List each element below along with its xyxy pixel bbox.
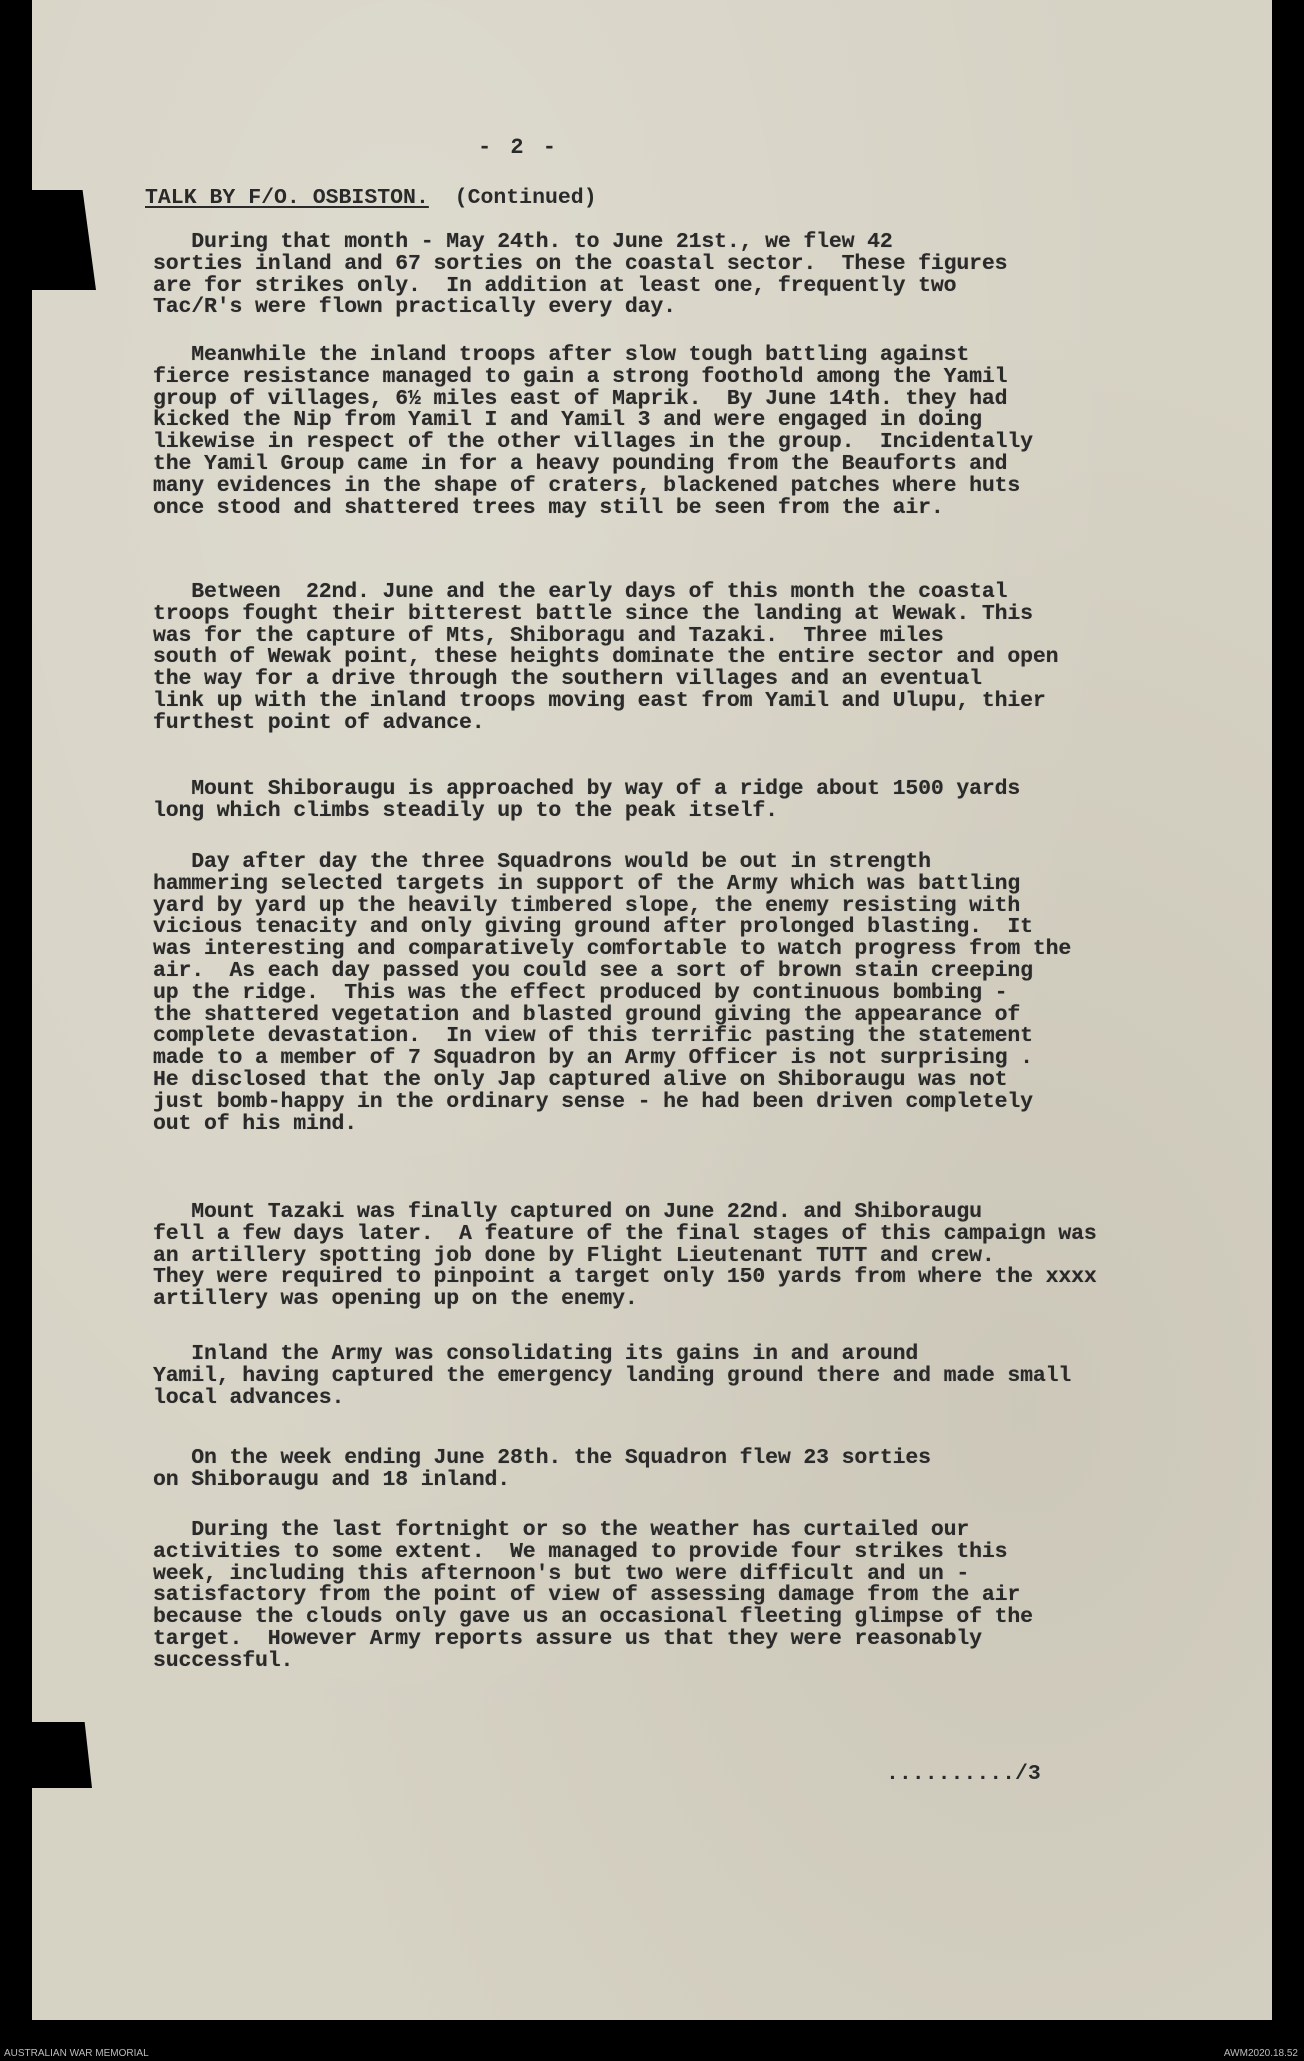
footer-reference: AWM2020.18.52 [1223, 2048, 1298, 2059]
paragraph-1: During that month - May 24th. to June 21st., we flew 42 sorties inland and 67 sorties on the coastal sector. These figures are for strikes only. In addition at least one, frequently two Tac/R's were flown practically every day. [153, 230, 1008, 320]
paragraph-5: Day after day the three Squadrons would be out in strength hammering selected targets in support of the Army which was battling yard by yard up the heavily timbered slope, the enemy resisting with vicious tenacity and only giving ground after prolonged blasting. It was interesting and comparatively comfortable to watch progress from the air. As each day passed you could see a sort of brown stain creeping up the ridge. This was the effect produced by continuous bombing - the shattered vegetation and blasted ground giving the appearance of complete devastation. In view of this terrific pasting the statement made to a member of 7 Squadron by an Army Officer is not surprising . He disclosed that the only Jap captured alive on Shiboraugu was not just bomb-happy in the ordinary sense - he had been driven completely out of his mind. [153, 850, 1072, 1136]
paragraph-3: Between 22nd. June and the early days of this month the coastal troops fought their bitterest battle since the landing at Wewak. This was for the capture of Mts, Shiboragu and Tazaki. Three miles south of Wewak point, these heights dominate the entire sector and open the way for a drive through the southern villages and an eventual link up with the inland troops moving east from Yamil and Ulupu, thier furthest point of advance. [153, 580, 1059, 735]
document-heading [145, 186, 597, 210]
footer-institution: AUSTRALIAN WAR MEMORIAL [4, 2048, 149, 2059]
continuation-marker: ........../3 [886, 1762, 1041, 1786]
heading-title: TALK BY F/O. OSBISTON. [145, 186, 429, 210]
heading-suffix: (Continued) [454, 186, 597, 210]
paragraph-7: Inland the Army was consolidating its gains in and around Yamil, having captured the emergency landing ground there and made small local advances. [153, 1342, 1072, 1410]
paragraph-9: During the last fortnight or so the weather has curtailed our activities to some extent. We managed to provide four strikes this week, including this afternoon's but two were difficult and un - satisfactory from the point of view of assessing damage from the air because the clouds only gave us an occasional fleeting glimpse of the target. However Army reports assure us that they were reasonably successful. [153, 1518, 1033, 1673]
page-number: - 2 - [478, 135, 560, 160]
paragraph-2: Meanwhile the inland troops after slow tough battling against fierce resistance managed to gain a strong foothold among the Yamil group of villages, 6½ miles east of Maprik. By June 14th. they had kicked the Nip from Yamil I and Yamil 3 and were engaged in doing likewise in respect of the other villages in the group. Incidentally the Yamil Group came in for a heavy pounding from the Beauforts and many evidences in the shape of craters, blackened patches where huts once stood and shattered trees may still be seen from the air. [153, 343, 1033, 520]
binder-tab-lower [0, 1722, 92, 1788]
paragraph-8: On the week ending June 28th. the Squadron flew 23 sorties on Shiboraugu and 18 inland. [153, 1446, 931, 1492]
paragraph-4: Mount Shiboraugu is approached by way of a ridge about 1500 yards long which climbs steadily up to the peak itself. [153, 777, 1021, 823]
paragraph-6: Mount Tazaki was finally captured on June 22nd. and Shiboraugu fell a few days later. A feature of the final stages of this campaign was an artillery spotting job done by Flight Lieutenant TUTT and crew. They were required to pinpoint a target only 150 yards from where the xxxx artillery was opening up on the enemy. [153, 1200, 1097, 1312]
binder-tab-upper [0, 190, 96, 290]
